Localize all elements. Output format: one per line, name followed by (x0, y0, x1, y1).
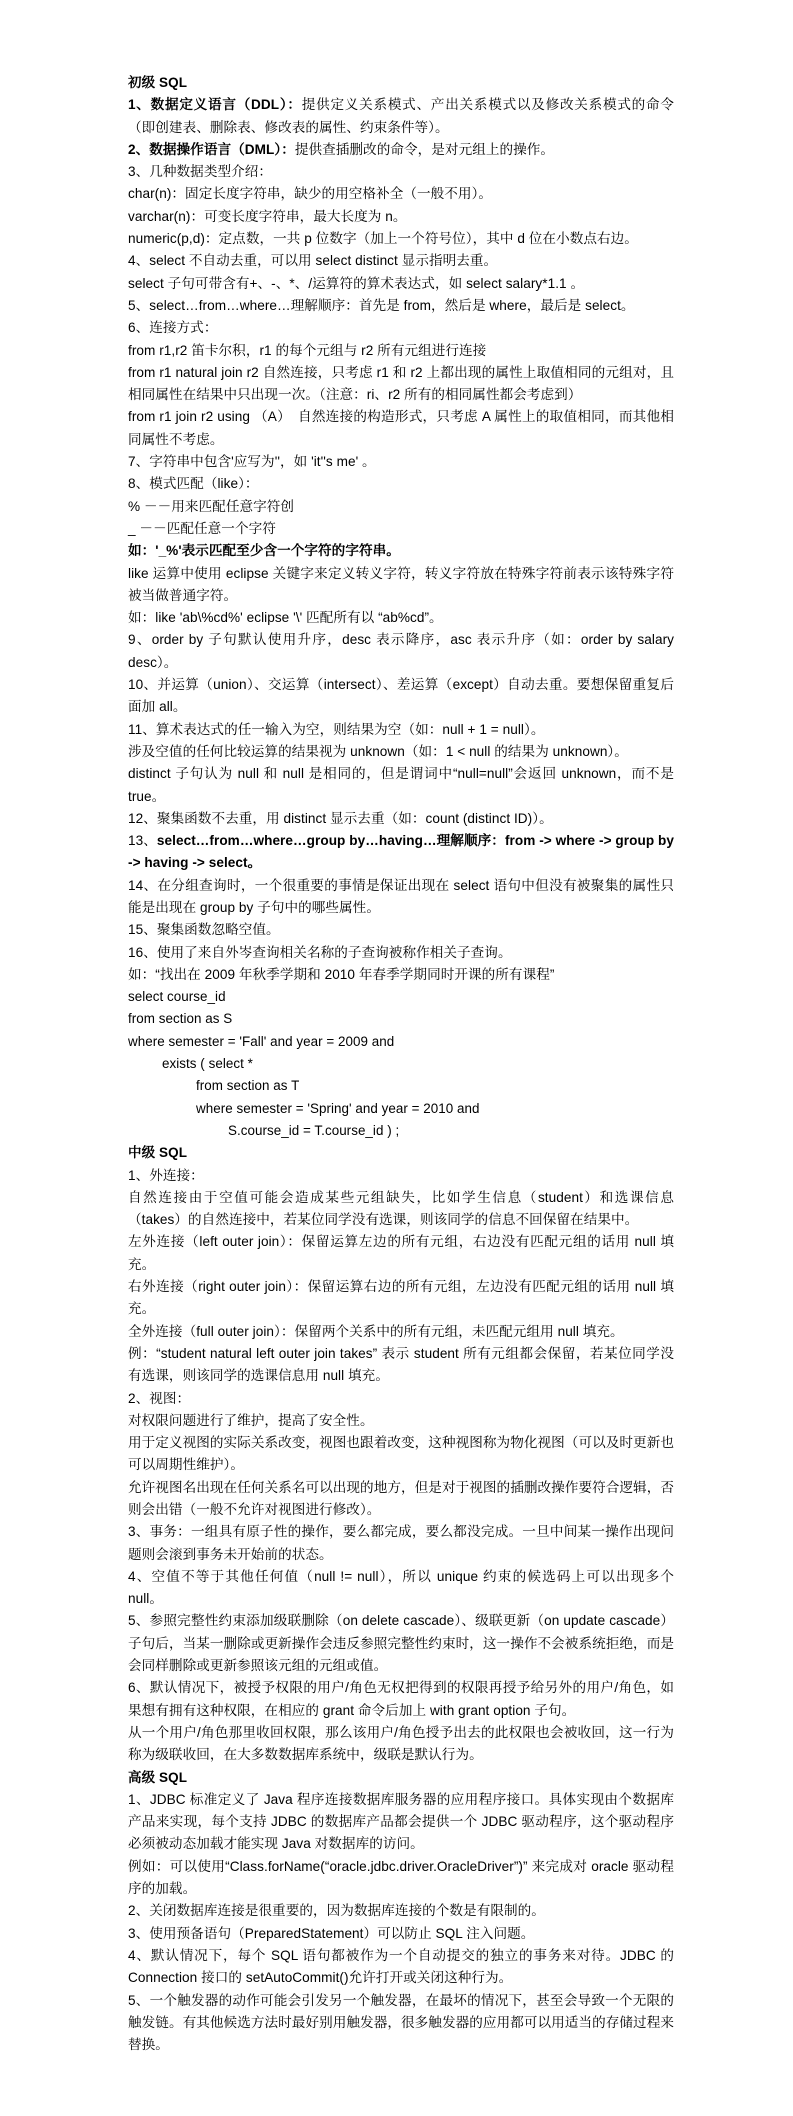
paragraph: 15、聚集函数忽略空值。 (128, 922, 280, 938)
section-beginner (128, 72, 674, 1142)
paragraph: 16、使用了来自外岑查询相关名称的子查询被称作相关子查询。 (128, 944, 512, 960)
paragraph: 6、默认情况下，被授予权限的用户/角色无权把得到的权限再授予给另外的用户/角色，如果想有拥有这种权限，在相应的 grant 命令后加上 with grant option 子句。 (128, 1680, 674, 1718)
paragraph: 如：“找出在 2009 年秋季学期和 2010 年春季学期同时开课的所有课程” (128, 966, 555, 982)
paragraph: 3、事务：一组具有原子性的操作，要么都完成，要么都没完成。一旦中间某一操作出现问题则会滚到事务未开始前的状态。 (128, 1524, 674, 1562)
paragraph: 2、关闭数据库连接是很重要的，因为数据库连接的个数是有限制的。 (128, 1903, 545, 1919)
paragraph: 3、几种数据类型介绍： (128, 164, 273, 180)
paragraph: 9、order by 子句默认使用升序，desc 表示降序，asc 表示升序（如：order by salary desc）。 (128, 632, 674, 670)
list-number: 13、 (128, 833, 157, 849)
paragraph: 5、一个触发器的动作可能会引发另一个触发器，在最坏的情况下，甚至会导致一个无限的触发链。有其他候选方法时最好别用触发器，很多触发器的应用都可以用适当的存储过程来替换。 (128, 1992, 674, 2053)
paragraph: 5、参照完整性约束添加级联删除（on delete cascade）、级联更新（on update cascade）子句后，当某一删除或更新操作会违反参照完整性约束时，这一操作不会被系统拒绝，而是会同样删除或更新参照该元组的元组或值。 (128, 1613, 674, 1674)
section-advanced (128, 1767, 674, 2057)
sql-code-line: exists ( select * (162, 1056, 253, 1072)
paragraph: 1、JDBC 标准定义了 Java 程序连接数据库服务器的应用程序接口。具体实现由个数据库产品来实现，每个支持 JDBC 的数据库产品都会提供一个 JDBC 驱动程序，这个驱动程序必须被动态加载才能实现 Java 对数据库的访问。 (128, 1791, 674, 1852)
paragraph: 8、模式匹配（like）： (128, 476, 259, 492)
paragraph: 4、默认情况下，每个 SQL 语句都被作为一个自动提交的独立的事务来对待。JDBC 的 Connection 接口的 setAutoCommit()允许打开或关闭这种行为。 (128, 1947, 674, 1986)
paragraph: 14、在分组查询时，一个很重要的事情是保证出现在 select 语句中但没有被聚集的属性只能是出现在 group by 子句中的哪些属性。 (128, 877, 674, 915)
paragraph: char(n)：固定长度字符串，缺少的用空格补全（一般不用）。 (128, 186, 493, 202)
paragraph: 10、并运算（union）、交运算（intersect）、差运算（except）自动去重。要想保留重复后面加 all。 (128, 677, 674, 715)
paragraph: 1、数据定义语言（DDL）：提供定义关系模式、产出关系模式以及修改关系模式的命令（即创建表、删除表、修改表的属性、约束条件等）。 (128, 97, 674, 135)
sql-code-line: where semester = 'Fall' and year = 2009 and (128, 1033, 395, 1049)
paragraph: 自然连接由于空值可能会造成某些元组缺失，比如学生信息（student）和选课信息（takes）的自然连接中，若某位同学没有选课，则该同学的信息不回保留在结果中。 (128, 1189, 674, 1228)
sql-code-line: select course_id (128, 989, 226, 1005)
paragraph: 13、select…from…where…group by…having…理解顺序：from -> where -> group by -> having -> select。 (128, 833, 674, 871)
paragraph: 6、连接方式： (128, 320, 218, 336)
paragraph-bold-prefix: 1、数据定义语言（DDL）： (128, 97, 302, 113)
paragraph: 例如：可以使用“Class.forName(“oracle.jdbc.driver.OracleDriver”)” 来完成对 oracle 驱动程序的加载。 (128, 1858, 674, 1897)
paragraph-bold-prefix: 2、数据操作语言（DML）： (128, 141, 295, 157)
paragraph: like 运算中使用 eclipse 关键字来定义转义字符，转义字符放在特殊字符前表示该特殊字符被当做普通字符。 (128, 565, 674, 603)
paragraph: 对权限问题进行了维护，提高了安全性。 (128, 1412, 374, 1428)
paragraph: 涉及空值的任何比较运算的结果视为 unknown（如：1 < null 的结果为 unknown）。 (128, 743, 628, 759)
paragraph: 4、空值不等于其他任何值（null != null），所以 unique 约束的候选码上可以出现多个 null。 (128, 1568, 674, 1607)
paragraph: 2、数据操作语言（DML）：提供查插删改的命令，是对元组上的操作。 (128, 141, 555, 157)
sql-code-line: from section as S (128, 1011, 233, 1027)
paragraph: 如：like 'ab\%cd%' eclipse '\' 匹配所有以 “ab%cd”。 (128, 610, 443, 626)
paragraph: 5、select…from…where…理解顺序：首先是 from，然后是 where，最后是 select。 (128, 297, 635, 313)
paragraph: 用于定义视图的实际关系改变，视图也跟着改变，这种视图称为物化视图（可以及时更新也可以周期性维护）。 (128, 1435, 674, 1473)
paragraph: % －－用来匹配任意字符创 (128, 498, 295, 514)
paragraph: 3、使用预备语句（PreparedStatement）可以防止 SQL 注入问题。 (128, 1925, 535, 1941)
paragraph: distinct 子句认为 null 和 null 是相同的，但是谓词中“null=null”会返回 unknown，而不是 true。 (128, 766, 674, 804)
paragraph: 1、外连接： (128, 1167, 204, 1183)
section-intermediate (128, 1142, 674, 1766)
paragraph: 4、select 不自动去重，可以用 select distinct 显示指明去重。 (128, 253, 498, 269)
paragraph: varchar(n)：可变长度字符串，最大长度为 n。 (128, 208, 407, 224)
paragraph: numeric(p,d)：定点数，一共 p 位数字（加上一个符号位），其中 d 位在小数点右边。 (128, 231, 638, 247)
section-heading: 高级 SQL (128, 1769, 188, 1785)
paragraph: 7、字符串中包含'应写为''，如 'it''s me' 。 (128, 454, 376, 470)
paragraph: 左外连接（left outer join）：保留运算左边的所有元组，右边没有匹配元组的话用 null 填充。 (128, 1234, 674, 1272)
section-heading: 初级 SQL (128, 75, 188, 90)
paragraph: 右外连接（right outer join）：保留运算右边的所有元组，左边没有匹配元组的话用 null 填充。 (128, 1279, 674, 1317)
section-heading: 中级 SQL (128, 1145, 188, 1161)
paragraph: 例：“student natural left outer join takes” 表示 student 所有元组都会保留，若某位同学没有选课，则该同学的选课信息用 null 填充。 (128, 1345, 674, 1384)
paragraph: _ －－匹配任意一个字符 (128, 520, 276, 536)
paragraph: from r1 join r2 using （A） 自然连接的构造形式，只考虑 A 属性上的取值相同，而其他相同属性不考虑。 (128, 409, 674, 447)
sql-code-line: where semester = 'Spring' and year = 2010 and (196, 1100, 480, 1116)
paragraph: 从一个用户/角色那里收回权限，那么该用户/角色授予出去的此权限也会被收回，这一行为称为级联收回，在大多数数据库系统中，级联是默认行为。 (128, 1724, 674, 1763)
paragraph: select 子句可带含有+、-、*、/运算符的算术表达式，如 select salary*1.1 。 (128, 275, 585, 291)
sql-code-line: from section as T (196, 1078, 300, 1094)
paragraph: 2、视图： (128, 1390, 191, 1406)
paragraph: 12、聚集函数不去重，用 distinct 显示去重（如：count (distinct ID)）。 (128, 810, 553, 826)
sql-code-line: S.course_id = T.course_id ) ; (228, 1122, 400, 1138)
paragraph: from r1 natural join r2 自然连接，只考虑 r1 和 r2 上都出现的属性上取值相同的元组对，且相同属性在结果中只出现一次。（注意：ri、r2 所有的相同属性都会考虑到） (128, 364, 674, 403)
paragraph: 全外连接（full outer join）：保留两个关系中的所有元组，未匹配元组用 null 填充。 (128, 1323, 624, 1339)
paragraph: from r1,r2 笛卡尔积，r1 的每个元组与 r2 所有元组进行连接 (128, 342, 487, 358)
paragraph: 如：'_%'表示匹配至少含一个字符的字符串。 (128, 543, 400, 559)
document-body (128, 72, 674, 2056)
paragraph: 允许视图名出现在任何关系名可以出现的地方，但是对于视图的插删改操作要符合逻辑，否则会出错（一般不允许对视图进行修改）。 (128, 1479, 674, 1517)
paragraph: 11、算术表达式的任一输入为空，则结果为空（如：null + 1 = null）。 (128, 721, 545, 737)
